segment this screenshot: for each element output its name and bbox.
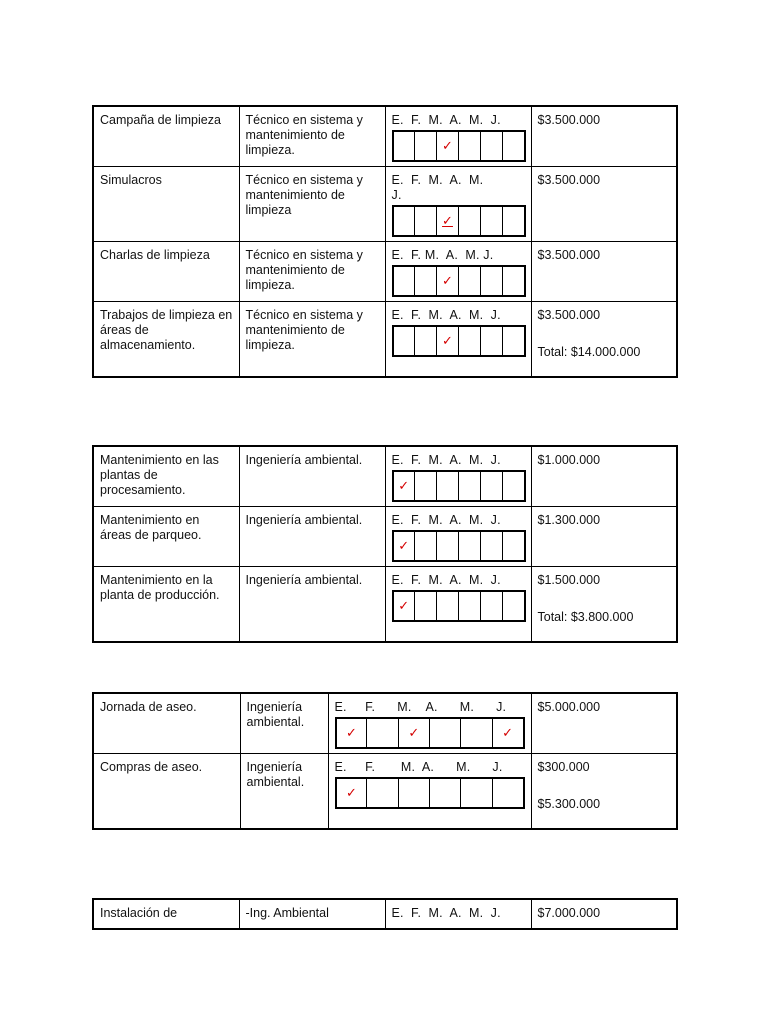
month-check-grid xyxy=(392,265,526,297)
months-label: E. F. M. A. M. J. xyxy=(391,113,501,127)
month-checkbox xyxy=(492,778,523,808)
schedule-cell xyxy=(385,899,531,929)
activity-cell: Trabajos de limpieza en áreas de almacenamiento. xyxy=(93,302,239,377)
month-checkbox xyxy=(503,591,525,621)
month-check-grid xyxy=(392,130,526,162)
month-checkbox xyxy=(393,131,415,161)
cost-value: $7.000.000 xyxy=(537,906,601,920)
checkmark-icon: ✓ xyxy=(345,725,357,740)
months-label: E. F. M. A. M. J. xyxy=(391,173,484,202)
schedule-cell xyxy=(385,507,531,567)
months-label: E. F. M. A. M. J. xyxy=(391,513,501,527)
responsible-cell: Técnico en sistema y mantenimiento de limpieza. xyxy=(239,302,385,377)
month-checkbox xyxy=(503,471,525,501)
month-checkbox xyxy=(429,718,460,748)
cost-value: $3.500.000 xyxy=(537,173,601,187)
months-label: E. F. M. A. M. J. xyxy=(391,573,501,587)
months-label: E. F. M. A. M. J. xyxy=(391,453,501,467)
cost-value: $3.500.000 xyxy=(537,113,601,127)
month-check-grid xyxy=(335,777,525,809)
table-row xyxy=(93,567,677,642)
month-checkbox xyxy=(393,471,415,501)
responsible-cell: Técnico en sistema y mantenimiento de limpieza xyxy=(239,167,385,242)
schedule-cell xyxy=(385,242,531,302)
cost-value: $1.500.000 xyxy=(537,573,601,587)
schedule-cell xyxy=(385,106,531,167)
month-checkbox xyxy=(459,326,481,356)
month-checkbox xyxy=(437,326,459,356)
month-checkbox xyxy=(459,591,481,621)
month-checkbox xyxy=(336,778,367,808)
table-row xyxy=(93,242,677,302)
cost-value: $1.300.000 xyxy=(537,513,601,527)
activity-table-3 xyxy=(92,692,678,830)
activity-cell: Charlas de limpieza xyxy=(93,242,239,302)
responsible-cell: Ingeniería ambiental. xyxy=(239,567,385,642)
checkmark-icon: ✓ xyxy=(398,598,410,613)
month-check-grid xyxy=(392,530,526,562)
month-checkbox xyxy=(481,471,503,501)
cost-cell xyxy=(531,302,677,377)
month-checkbox xyxy=(398,718,429,748)
table-row xyxy=(93,899,677,929)
activity-cell: Compras de aseo. xyxy=(93,754,240,829)
month-checkbox xyxy=(415,531,437,561)
checkmark-icon: ✓ xyxy=(398,538,410,553)
month-checkbox xyxy=(503,206,525,236)
schedule-cell xyxy=(385,167,531,242)
month-checkbox xyxy=(492,718,523,748)
cost-cell xyxy=(531,899,677,929)
checkmark-icon: ✓ xyxy=(442,138,453,153)
cost-value: $1.000.000 xyxy=(537,453,601,467)
table-row xyxy=(93,507,677,567)
month-check-grid xyxy=(392,590,526,622)
month-checkbox xyxy=(481,531,503,561)
cost-cell xyxy=(531,167,677,242)
checkmark-icon: ✓ xyxy=(408,725,420,740)
table-row xyxy=(93,693,677,754)
cost-value: $3.500.000 xyxy=(537,248,601,262)
month-checkbox xyxy=(503,326,525,356)
month-checkbox xyxy=(459,131,481,161)
months-label: E. F. M. A. M. J. xyxy=(334,700,507,714)
checkmark-icon: ✓ xyxy=(345,785,357,800)
cost-cell xyxy=(531,567,677,642)
month-checkbox xyxy=(437,531,459,561)
total-value: $5.300.000 xyxy=(537,797,601,811)
cost-cell xyxy=(531,693,677,754)
month-checkbox xyxy=(393,591,415,621)
cost-cell xyxy=(531,446,677,507)
month-checkbox xyxy=(459,531,481,561)
activity-cell: Simulacros xyxy=(93,167,239,242)
checkmark-icon: ✓ xyxy=(442,213,453,228)
month-checkbox xyxy=(393,326,415,356)
month-checkbox xyxy=(415,591,437,621)
month-checkbox xyxy=(481,326,503,356)
month-checkbox xyxy=(398,778,429,808)
cost-cell xyxy=(531,754,677,829)
month-checkbox xyxy=(459,206,481,236)
checkmark-icon: ✓ xyxy=(442,273,453,288)
schedule-cell xyxy=(385,302,531,377)
activity-cell: Mantenimiento en áreas de parqueo. xyxy=(93,507,239,567)
table-row xyxy=(93,446,677,507)
activity-table-4 xyxy=(92,898,678,930)
activity-cell: Instalación de xyxy=(93,899,239,929)
responsible-cell: Ingeniería ambiental. xyxy=(239,446,385,507)
table-row xyxy=(93,754,677,829)
month-checkbox xyxy=(437,266,459,296)
month-checkbox xyxy=(367,778,398,808)
month-checkbox xyxy=(437,471,459,501)
month-check-grid xyxy=(392,470,526,502)
total-value: Total: $3.800.000 xyxy=(537,610,634,624)
responsible-cell: Técnico en sistema y mantenimiento de limpieza. xyxy=(239,242,385,302)
month-checkbox xyxy=(481,591,503,621)
month-checkbox xyxy=(459,471,481,501)
month-checkbox xyxy=(415,471,437,501)
month-check-grid xyxy=(392,325,526,357)
month-checkbox xyxy=(393,531,415,561)
responsible-cell: Ingeniería ambiental. xyxy=(239,507,385,567)
month-checkbox xyxy=(429,778,460,808)
responsible-cell: Técnico en sistema y mantenimiento de limpieza. xyxy=(239,106,385,167)
month-checkbox xyxy=(415,326,437,356)
month-checkbox xyxy=(437,206,459,236)
month-checkbox xyxy=(481,206,503,236)
month-checkbox xyxy=(393,266,415,296)
month-checkbox xyxy=(393,206,415,236)
table-row xyxy=(93,302,677,377)
month-checkbox xyxy=(503,531,525,561)
months-label: E. F. M. A. M. J. xyxy=(334,760,503,774)
month-checkbox xyxy=(503,266,525,296)
activity-table-2 xyxy=(92,445,678,643)
cost-cell xyxy=(531,242,677,302)
responsible-cell: -Ing. Ambiental xyxy=(239,899,385,929)
checkmark-icon: ✓ xyxy=(398,478,410,493)
activity-cell: Mantenimiento en la planta de producción. xyxy=(93,567,239,642)
month-checkbox xyxy=(461,718,492,748)
month-check-grid xyxy=(392,205,526,237)
month-checkbox xyxy=(459,266,481,296)
total-value: Total: $14.000.000 xyxy=(537,345,641,359)
month-checkbox xyxy=(481,131,503,161)
responsible-cell: Ingeniería ambiental. xyxy=(240,693,328,754)
responsible-cell: Ingeniería ambiental. xyxy=(240,754,328,829)
month-checkbox xyxy=(437,591,459,621)
schedule-cell xyxy=(385,446,531,507)
cost-cell xyxy=(531,507,677,567)
activity-cell: Jornada de aseo. xyxy=(93,693,240,754)
cost-value: $5.000.000 xyxy=(537,700,601,714)
month-checkbox xyxy=(415,206,437,236)
checkmark-icon: ✓ xyxy=(442,333,453,348)
month-checkbox xyxy=(503,131,525,161)
cost-cell xyxy=(531,106,677,167)
months-label: E. F. M. A. M. J. xyxy=(391,906,501,920)
schedule-cell xyxy=(328,754,531,829)
month-checkbox xyxy=(336,718,367,748)
activity-table-1 xyxy=(92,105,678,378)
month-checkbox xyxy=(415,266,437,296)
checkmark-icon: ✓ xyxy=(502,725,514,740)
month-checkbox xyxy=(461,778,492,808)
months-label: E. F. M. A. M. J. xyxy=(391,308,501,322)
activity-cell: Mantenimiento en las plantas de procesamiento. xyxy=(93,446,239,507)
schedule-cell xyxy=(385,567,531,642)
cost-value: $300.000 xyxy=(537,760,590,774)
cost-value: $3.500.000 xyxy=(537,308,601,322)
table-row xyxy=(93,167,677,242)
months-label: E. F. M. A. M. J. xyxy=(391,248,494,262)
schedule-cell xyxy=(328,693,531,754)
month-checkbox xyxy=(437,131,459,161)
month-checkbox xyxy=(367,718,398,748)
activity-cell: Campaña de limpieza xyxy=(93,106,239,167)
month-checkbox xyxy=(415,131,437,161)
month-check-grid xyxy=(335,717,525,749)
month-checkbox xyxy=(481,266,503,296)
table-row xyxy=(93,106,677,167)
